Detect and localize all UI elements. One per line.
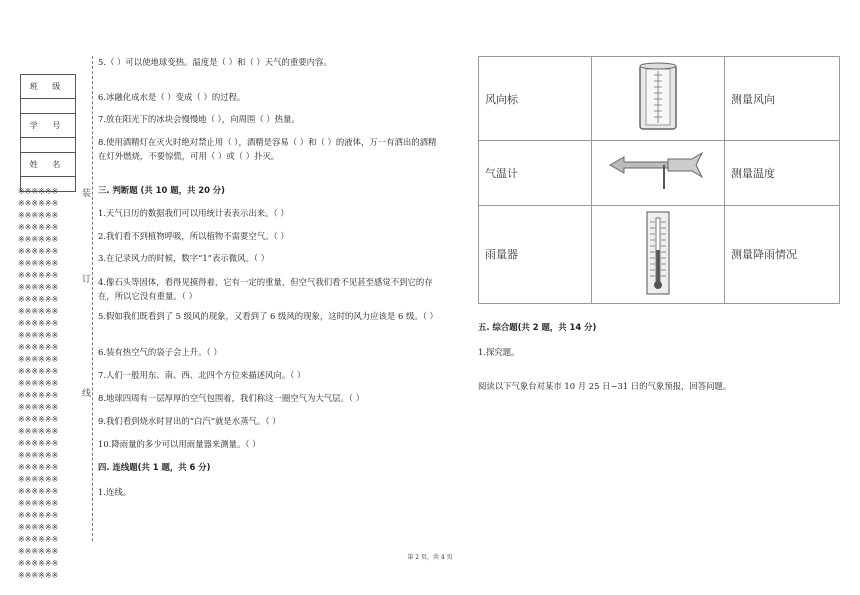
star-border-row: ※※※※※※ [18, 283, 59, 292]
matching-figure-table [478, 56, 840, 304]
star-border-row: ※※※※※※ [18, 379, 59, 388]
figure-left-3: 雨量器 [479, 205, 592, 303]
figure-left-2: 气温计 [479, 141, 592, 205]
judge-item-7: 7.人们一般用东、南、西、北四个方位来描述风向。（ ） [98, 370, 306, 380]
star-border-row: ※※※※※※ [18, 295, 59, 304]
matching-item-1: 1.连线。 [98, 487, 132, 497]
number-field[interactable] [21, 138, 76, 153]
star-border-row: ※※※※※※ [18, 523, 59, 532]
judge-item-6: 6.装有热空气的袋子会上升。（ ） [98, 347, 222, 357]
question-fill-7: 7.放在阳光下的冰块会慢慢地（ ），向周围（ ）热量。 [98, 114, 300, 124]
star-border-row: ※※※※※※ [18, 391, 59, 400]
weather-forecast-prompt: 阅读以下气象台对某市 10 月 25 日~31 日的气象预报，回答问题。 [478, 381, 732, 391]
star-border-row: ※※※※※※ [18, 343, 59, 352]
number-label: 学 号 [21, 114, 76, 138]
star-border-row: ※※※※※※ [18, 403, 59, 412]
rain-gauge-cylinder-icon [636, 61, 680, 133]
star-border-row: ※※※※※※ [18, 259, 59, 268]
star-border-row: ※※※※※※ [18, 211, 59, 220]
star-border-row: ※※※※※※ [18, 535, 59, 544]
judge-item-8: 8.地球四周有一层厚厚的空气包围着，我们称这一圈空气为大气层。（ ） [98, 393, 365, 403]
star-border-row: ※※※※※※ [18, 187, 59, 196]
class-field[interactable] [21, 99, 76, 114]
star-border-row: ※※※※※※ [18, 559, 59, 568]
star-border-row: ※※※※※※ [18, 307, 59, 316]
section-4-title: 四. 连线题(共 1 题，共 6 分) [98, 462, 211, 472]
star-border-row: ※※※※※※ [18, 439, 59, 448]
star-border-row: ※※※※※※ [18, 331, 59, 340]
star-border-row: ※※※※※※ [18, 199, 59, 208]
question-fill-8: 8.使用酒精灯在灭火时绝对禁止用（ ），酒精是容易（ ）和（ ）的液体，万一有洒出的酒精在灯外燃烧，不要惊慌，可用（ ）或（ ）扑灭。 [98, 137, 437, 161]
star-border-row: ※※※※※※ [18, 367, 59, 376]
star-border-row: ※※※※※※ [18, 235, 59, 244]
star-border-row: ※※※※※※ [18, 571, 59, 580]
star-border-row: ※※※※※※ [18, 547, 59, 556]
binding-dashed-line [92, 56, 93, 541]
thermometer-icon [643, 210, 673, 296]
figure-image-3 [592, 205, 725, 303]
comprehensive-item-1: 1.探究题。 [478, 347, 520, 357]
judge-item-3: 3.在记录风力的时候，数字“1”表示微风。（ ） [98, 253, 270, 263]
star-border-row: ※※※※※※ [18, 487, 59, 496]
margin-char-zhuang: 装 [82, 189, 92, 199]
figure-image-2 [592, 141, 725, 205]
question-fill-5: 5.（ ）可以使地球变热。温度是（ ）和（ ）天气的重要内容。 [98, 57, 332, 67]
judge-item-1: 1.天气日历的数据我们可以用统计表表示出来。（ ） [98, 208, 289, 218]
judge-item-10: 10.降雨量的多少可以用雨量器来测量。（ ） [98, 439, 261, 449]
section-3-title: 三. 判断题 (共 10 题，共 20 分) [98, 185, 226, 195]
star-border-row: ※※※※※※ [18, 247, 59, 256]
section-5-title: 五. 综合题(共 2 题，共 14 分) [478, 322, 597, 332]
figure-right-3: 测量降雨情况 [725, 205, 840, 303]
star-border-row: ※※※※※※ [18, 463, 59, 472]
name-label: 姓 名 [21, 153, 76, 177]
student-info-table [20, 74, 76, 192]
page-number-footer: 第 2 页，共 4 页 [407, 554, 453, 561]
figure-right-1: 测量风向 [725, 57, 840, 141]
star-border-row: ※※※※※※ [18, 451, 59, 460]
question-fill-6: 6.冰融化成水是（ ）变成（ ）的过程。 [98, 92, 246, 102]
figure-right-2: 测量温度 [725, 141, 840, 205]
star-border-row: ※※※※※※ [18, 319, 59, 328]
judge-item-9: 9.我们看到烧水时冒出的“白汽”就是水蒸气。（ ） [98, 416, 281, 426]
judge-item-4: 4.像石头等固体，看得见摸得着，它有一定的重量，但空气我们看不见甚至感觉不到它的存在，所以它没有重量。（ ） [98, 277, 433, 301]
star-border-row: ※※※※※※ [18, 355, 59, 364]
star-border-row: ※※※※※※ [18, 511, 59, 520]
class-label: 班 级 [21, 75, 76, 99]
star-border-row: ※※※※※※ [18, 223, 59, 232]
judge-item-2: 2.我们看不到植物呼吸，所以植物不需要空气。（ ） [98, 231, 289, 241]
margin-char-ding: 订 [82, 275, 92, 285]
star-border-row: ※※※※※※ [18, 475, 59, 484]
star-border-row: ※※※※※※ [18, 427, 59, 436]
star-border-row: ※※※※※※ [18, 271, 59, 280]
decorative-star-border [18, 186, 80, 581]
figure-left-1: 风向标 [479, 57, 592, 141]
figure-image-1 [592, 57, 725, 141]
star-border-row: ※※※※※※ [18, 415, 59, 424]
margin-char-xian: 线 [82, 389, 92, 399]
judge-item-5: 5.假如我们既看到了 5 级风的现象，又看到了 6 级风的现象，这时的风力应该是 6 级。（ ） [98, 311, 438, 321]
star-border-row: ※※※※※※ [18, 499, 59, 508]
wind-vane-icon [608, 151, 708, 191]
